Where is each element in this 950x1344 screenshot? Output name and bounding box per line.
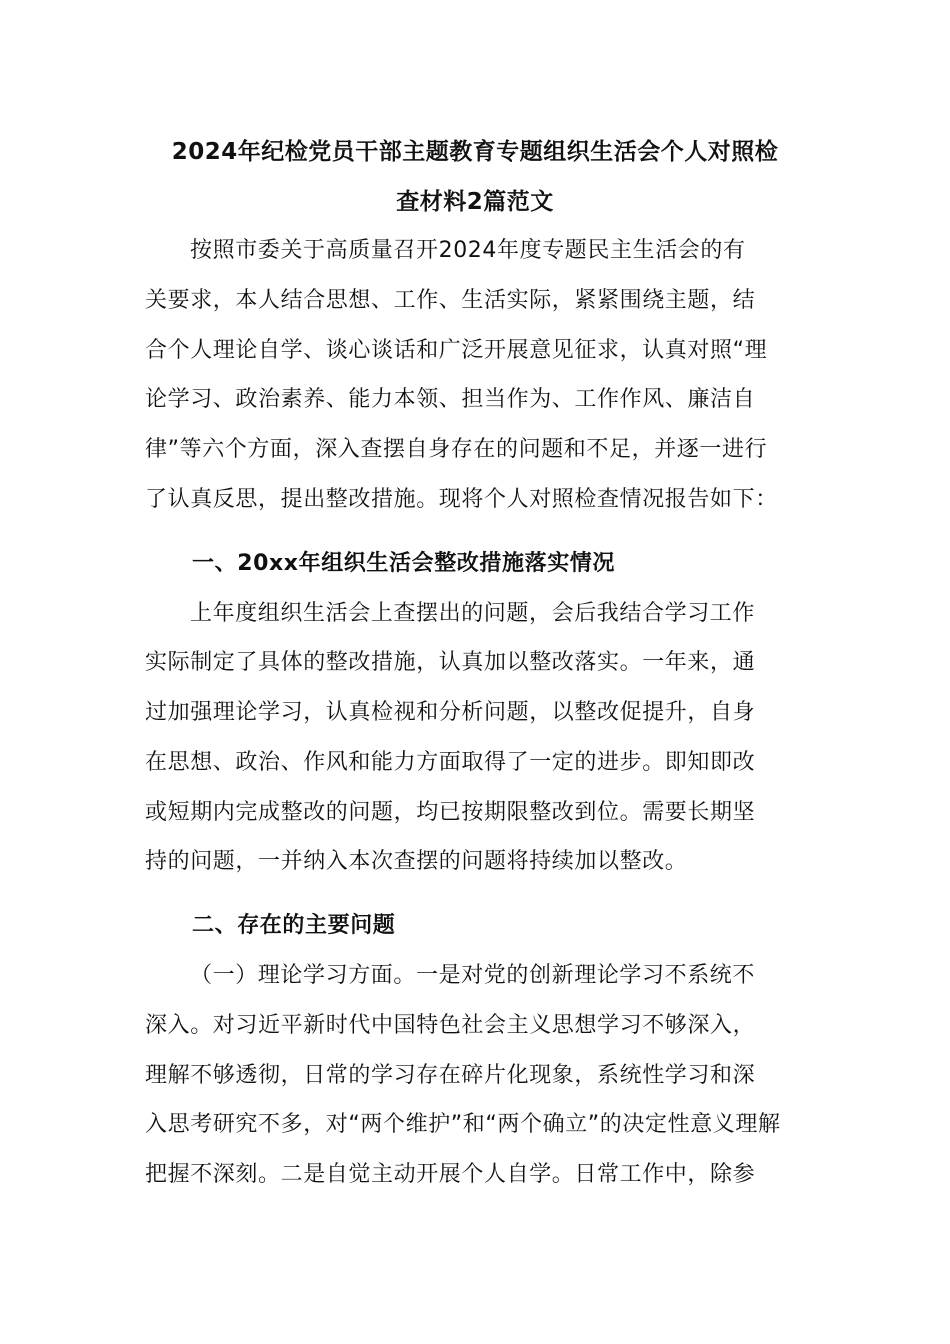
section-2-line: 入思考研究不多，对“两个维护”和“两个确立”的决定性意义理解 bbox=[145, 1112, 781, 1137]
section-2-line: 把握不深刻。二是自觉主动开展个人自学。日常工作中，除参 bbox=[145, 1162, 756, 1187]
section-1-line: 实际制定了具体的整改措施，认真加以整改落实。一年来，通 bbox=[145, 650, 756, 675]
intro-paragraph-line: 关要求，本人结合思想、工作、生活实际，紧紧围绕主题，结 bbox=[145, 288, 756, 313]
section-2-line: 深入。对习近平新时代中国特色社会主义思想学习不够深入， bbox=[145, 1013, 756, 1038]
document-title-line-2: 查材料2篇范文 bbox=[396, 189, 554, 215]
section-1-line: 持的问题，一并纳入本次查摆的问题将持续加以整改。 bbox=[145, 849, 688, 874]
intro-paragraph-line: 律”等六个方面，深入查摆自身存在的问题和不足，并逐一进行 bbox=[145, 437, 768, 462]
section-1-line: 或短期内完成整改的问题，均已按期限整改到位。需要长期坚 bbox=[145, 800, 756, 825]
section-2-heading: 二、存在的主要问题 bbox=[192, 913, 396, 938]
intro-paragraph-line: 合个人理论自学、谈心谈话和广泛开展意见征求，认真对照“理 bbox=[145, 338, 768, 363]
intro-paragraph-line: 了认真反思，提出整改措施。现将个人对照检查情况报告如下： bbox=[145, 487, 778, 512]
section-1-line: 上年度组织生活会上查摆出的问题，会后我结合学习工作 bbox=[190, 601, 756, 626]
section-2-line: 理解不够透彻，日常的学习存在碎片化现象，系统性学习和深 bbox=[145, 1063, 756, 1088]
section-1-heading: 一、20xx年组织生活会整改措施落实情况 bbox=[192, 551, 615, 576]
section-1-line: 在思想、政治、作风和能力方面取得了一定的进步。即知即改 bbox=[145, 750, 756, 775]
document-title-line-1: 2024年纪检党员干部主题教育专题组织生活会个人对照检 bbox=[171, 139, 779, 165]
section-1-line: 过加强理论学习，认真检视和分析问题，以整改促提升，自身 bbox=[145, 700, 756, 725]
intro-paragraph-line: 按照市委关于高质量召开2024年度专题民主生活会的有 bbox=[190, 238, 746, 263]
section-2-line: （一）理论学习方面。一是对党的创新理论学习不系统不 bbox=[190, 963, 756, 988]
intro-paragraph-line: 论学习、政治素养、能力本领、担当作为、工作作风、廉洁自 bbox=[145, 387, 756, 412]
